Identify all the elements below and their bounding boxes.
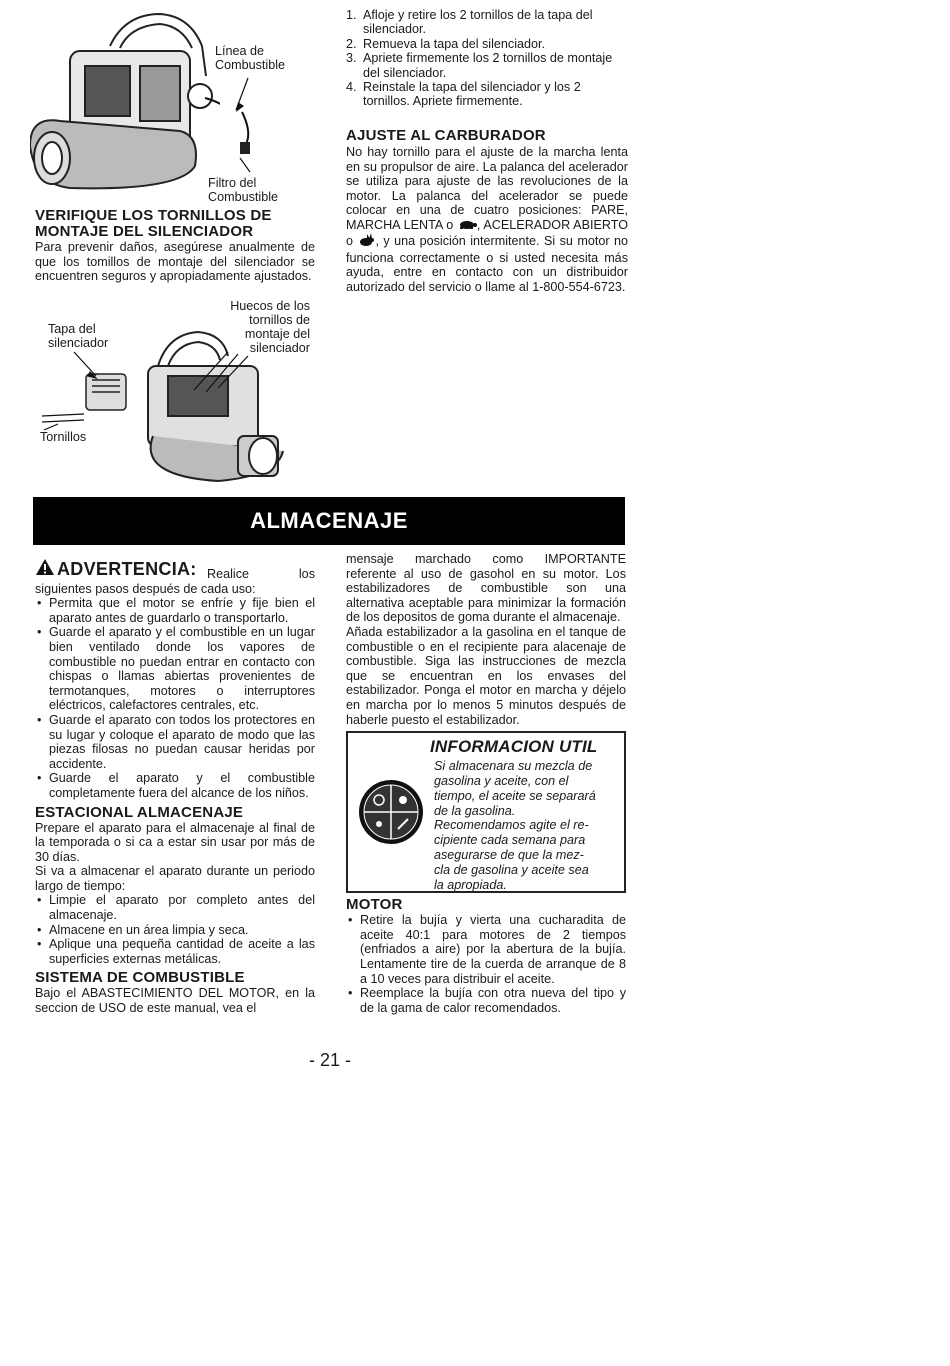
warning-lead: Realice los siguientes pasos después de cada uso: — [35, 567, 315, 596]
screws-heading-line1: VERIFIQUE LOS TORNILLOS DE — [35, 207, 272, 224]
warning-item: • Guarde el aparato con todos los protectores en su lugar y coloque el aparato de modo que las piezas filosas no puedan causar heridas por accidente. — [35, 713, 315, 771]
muffler-holes-label-line2: tornillos de — [249, 313, 310, 327]
step-item — [346, 80, 628, 109]
gasohol-paragraph: mensaje marchado como IMPORTANTE referente al uso de gasohol en su motor. Los estabilizadores de combustible son una alternativa aceptable para minimizar la formación de los depositos de goma durante el almacenaje. — [346, 552, 626, 625]
step-item — [346, 8, 628, 37]
info-box — [346, 731, 626, 893]
screws-label: Tornillos — [40, 430, 87, 444]
info-line: cla de gasolina y aceite sea — [434, 862, 589, 877]
muffler-illustration — [38, 326, 298, 486]
warning-word: ADVERTENCIA: — [57, 559, 197, 579]
step-text: Afloje y retire los 2 tornillos de la tapa del silenciador. — [363, 8, 593, 37]
info-line: cipiente cada semana para — [434, 833, 586, 848]
fuel-line-arrows — [228, 72, 268, 182]
info-box-title: INFORMACION UTIL — [430, 737, 598, 757]
page-number: - 21 - — [308, 1050, 351, 1070]
step-number: 1. — [346, 8, 357, 22]
motor-item: • Reemplace la bujía con otra nueva del tipo y de la gama de calor recomendados. — [346, 986, 626, 1015]
info-line: Si almacenara su mezcla de — [434, 759, 593, 774]
muffler-drawing — [38, 326, 298, 486]
info-line: gasolina y aceite, con el — [434, 773, 569, 788]
fuel-system-paragraph: Bajo el ABASTECIMIENTO DEL MOTOR, en la seccion de USO de este manual, vea el — [35, 986, 315, 1016]
motor-item: • Retire la bujía y vierta una cucharadita de aceite 40:1 para motores de 2 tiempos (enfriados a aire) por la abertura de la bujía. Lentamente tire de la cuerda de arranque de 8 a 10 veces para distribuir el aceite. — [346, 913, 626, 986]
carburetor-paragraph-text — [346, 145, 628, 294]
muffler-holes-label-line3: montaje del — [244, 327, 310, 341]
seasonal-paragraph1: Prepare el aparato para el almacenaje al final de la temporada o si ca a estar sin usar por más de 30 días. — [35, 820, 315, 864]
warning-triangle-icon — [35, 558, 55, 581]
motor-heading: MOTOR — [346, 896, 403, 914]
step-item — [346, 37, 628, 51]
step-number: 4. — [346, 80, 357, 95]
info-box-text — [434, 759, 620, 892]
carburetor-paragraph — [346, 145, 628, 294]
info-line: la apropiada. — [434, 877, 507, 892]
fuel-line-label — [215, 44, 285, 72]
seasonal-item: • Aplique una pequeña cantidad de aceite a las superficies externas metálicas. — [35, 937, 315, 966]
step-text: Remueva la tapa del silenciador. — [363, 36, 546, 51]
step-number: 2. — [346, 36, 357, 51]
carburetor-text-part3: , y una posición intermitente. Si su motor no funciona correctamente o si usted necesita más ayuda, entre en contacto con un distribuidor autorizado del servicio o llame al 1-800-554-6723. — [346, 234, 628, 294]
info-line: asegurarse de que la mez- — [434, 847, 584, 862]
warning-item: • Permita que el motor se enfríe y fije bien el aparato antes de guardarlo o transportarlo. — [35, 596, 315, 625]
fuel-filter-label-line2: Combustible — [208, 190, 278, 204]
info-line: de la gasolina. — [434, 803, 516, 818]
warning-item: • Guarde el aparato y el combustible en un lugar bien ventilado donde los vapores de combustible no puedan entrar en contacto con chispas o llamas abiertas provenientes de termotanques, motores o interruptores eléctricos, calefactores centrales, etc. — [35, 625, 315, 713]
info-line: Recomendamos agite el re- — [434, 818, 589, 833]
stabilizer-paragraph: Añada estabilizador a la gasolina en el tanque de combustible o en el recipiente para alacenaje de combustible. Siga las instrucciones de mezcla que se encuentran en los envases del estabilizador. Ponga el motor en marcha y déjelo en marcha por lo menos 5 minutos después de haberle puesto el estabilizador. — [346, 624, 626, 727]
fuel-line-label-line2: Combustible — [215, 58, 285, 72]
fuel-line-label-line1: Línea de — [215, 44, 265, 58]
step-text: Reinstale la tapa del silenciador y los 2 tornillos. Apriete firmemente. — [363, 80, 581, 109]
muffler-cover-label-line1: Tapa del — [48, 322, 96, 336]
right-column-bottom — [346, 552, 626, 1015]
fuel-system-heading: SISTEMA DE COMBUSTIBLE — [35, 969, 245, 987]
rabbit-icon — [357, 233, 375, 251]
seasonal-paragraph2: Si va a almacenar el aparato durante un periodo largo de tiempo: — [35, 864, 315, 893]
screws-paragraph — [35, 240, 315, 284]
motor-list — [346, 913, 626, 1015]
screws-heading — [35, 208, 320, 240]
muffler-cover-label-line2: silenciador — [48, 336, 109, 350]
warning-item: • Guarde el aparato y el combustible completamente fuera del alcance de los niños. — [35, 771, 315, 800]
blower-fuel-illustration — [30, 6, 220, 196]
step-number: 3. — [346, 51, 357, 66]
muffler-steps-list — [346, 8, 628, 109]
blower-fuel-drawing — [30, 6, 220, 196]
warning-list — [35, 596, 315, 800]
seasonal-heading: ESTACIONAL ALMACENAJE — [35, 803, 244, 821]
info-line: tiempo, el aceite se separará — [434, 788, 596, 803]
muffler-holes-label-line4: silenciador — [249, 341, 310, 355]
fuel-filter-label — [208, 176, 278, 204]
muffler-holes-label-line1: Huecos de los — [230, 299, 310, 313]
storage-banner: ALMACENAJE — [33, 497, 625, 545]
seasonal-item: • Limpie el aparato por completo antes del almacenaje. — [35, 893, 315, 922]
info-box-emblem-icon — [358, 779, 424, 850]
step-item — [346, 51, 628, 80]
seasonal-item: • Almacene en un área limpia y seca. — [35, 923, 315, 938]
carburetor-heading: AJUSTE AL CARBURADOR — [346, 127, 546, 144]
seasonal-list — [35, 893, 315, 966]
turtle-icon — [457, 218, 477, 233]
step-text: Apriete firmemente los 2 tornillos de montaje del silenciador. — [363, 51, 613, 80]
screws-paragraph-text: Para prevenir daños, asegúrese anualmente de que los tomillos de montaje del silenciador se encuentren seguros y apropiadamente ajustados. — [35, 240, 315, 284]
warning-block — [35, 561, 315, 1016]
fuel-filter-label-line1: Filtro del — [208, 176, 257, 190]
warning-title — [35, 558, 197, 581]
carburetor-text-part1: No hay tornillo para el ajuste de la marcha lenta en su propulsor de aire. La palanca del acelerador se utiliza para ajuste de las revoluciones de la motor. La palanca del acelerador se puede colocar en una de cuatro posiciones: PARE, MARCHA LENTA o — [346, 145, 628, 232]
carburetor-text-part2: , ACELERADOR ABIERTO o — [346, 217, 628, 249]
screws-heading-line2: MONTAJE DEL SILENCIADOR — [35, 223, 254, 240]
